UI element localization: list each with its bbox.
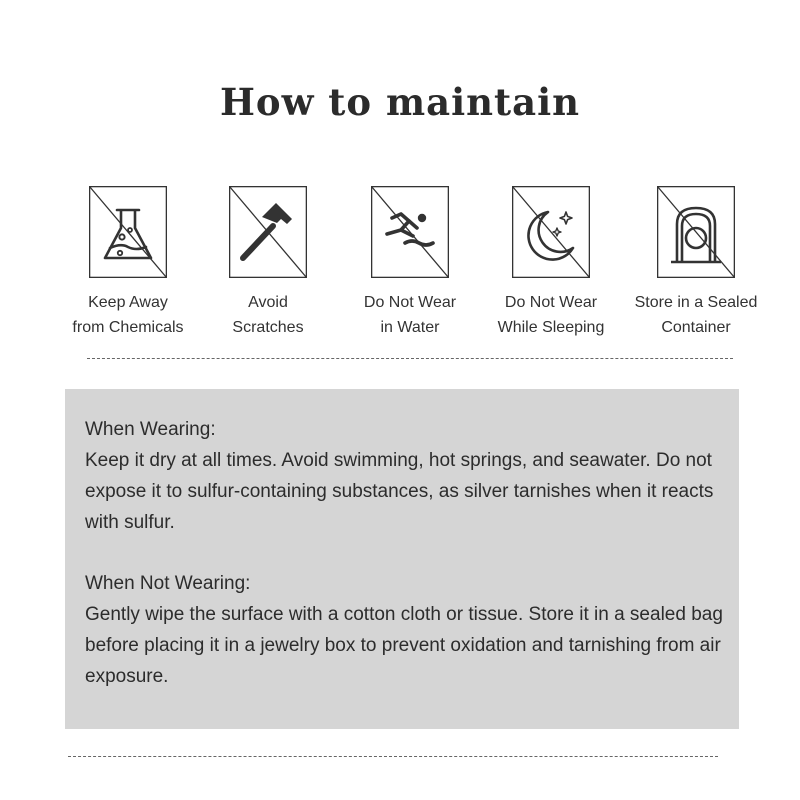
care-icon-row (0, 186, 800, 346)
sealed-container-icon (657, 186, 735, 278)
care-item-sleeping (481, 186, 621, 340)
flask-icon (89, 186, 167, 278)
swimmer-icon (371, 186, 449, 278)
divider-top (87, 358, 733, 359)
divider-bottom (68, 756, 718, 757)
care-item-label: Avoid Scratches (232, 294, 304, 336)
page-title: How to maintain (219, 80, 581, 124)
care-item-label: Store in a Sealed Container (634, 294, 758, 336)
care-instructions-panel (65, 389, 739, 729)
when-not-wearing-section (85, 568, 730, 692)
when-wearing-section (85, 414, 730, 538)
when-not-wearing-heading: When Not Wearing: (85, 573, 251, 594)
care-item-scratches (198, 186, 338, 340)
care-item-label: Do Not Wear While Sleeping (497, 294, 605, 336)
care-item-label: Do Not Wear in Water (363, 294, 457, 336)
care-item-storage (626, 186, 766, 340)
care-item-chemicals (58, 186, 198, 340)
moon-stars-icon (512, 186, 590, 278)
when-wearing-heading: When Wearing: (85, 419, 216, 440)
care-item-label: Keep Away from Chemicals (72, 294, 184, 336)
care-item-water (340, 186, 480, 340)
when-wearing-text: Keep it dry at all times. Avoid swimming, hot springs, and seawater. Do not expose it to sulfur-containing substances, as silver tarnishes when it reacts with sulfur. (85, 450, 714, 533)
when-not-wearing-text: Gently wipe the surface with a cotton cloth or tissue. Store it in a sealed bag before placing it in a jewelry box to prevent oxidation and tarnishing from air exposure. (85, 604, 723, 687)
hammer-icon (229, 186, 307, 278)
